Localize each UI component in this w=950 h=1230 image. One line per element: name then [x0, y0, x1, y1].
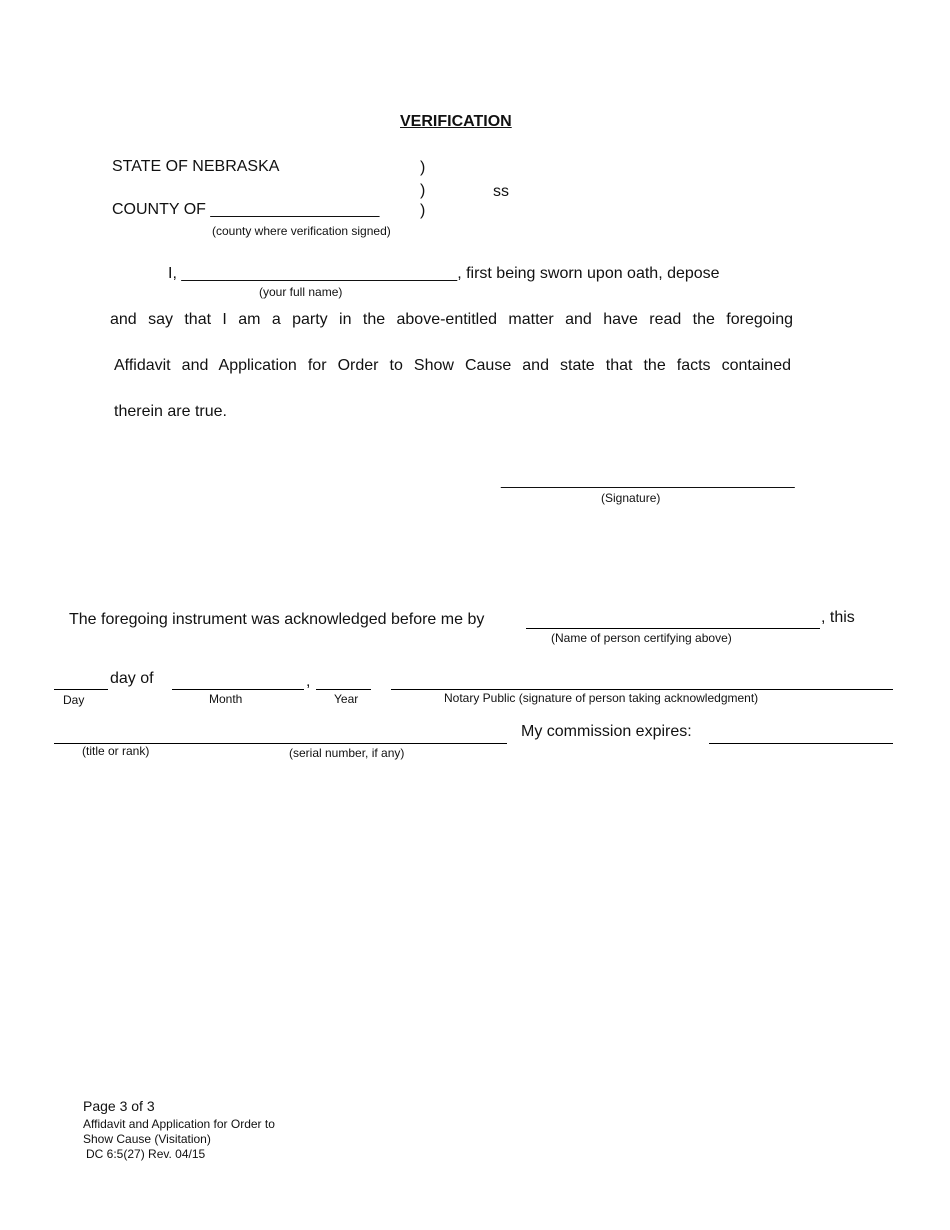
month-line[interactable]: [172, 689, 304, 690]
certifier-name-line[interactable]: [526, 628, 820, 629]
commission-label: My commission expires:: [521, 723, 692, 740]
footer-doc-line-1: Affidavit and Application for Order to: [83, 1117, 275, 1131]
full-name-caption: (your full name): [259, 285, 343, 299]
oath-line-4: therein are true.: [114, 403, 227, 420]
full-name-field[interactable]: I, _______________________________, first being sworn upon oath, depose: [168, 265, 720, 282]
acknowledgment-this: , this: [821, 609, 855, 626]
venue-paren-1: ): [420, 159, 426, 176]
day-line[interactable]: [54, 689, 108, 690]
year-line[interactable]: [316, 689, 371, 690]
ss-label: ss: [493, 183, 509, 200]
commission-expires-line[interactable]: [709, 743, 893, 744]
notary-caption: Notary Public (signature of person taking acknowledgment): [444, 691, 759, 705]
county-field[interactable]: COUNTY OF ___________________: [112, 201, 380, 218]
venue-paren-3: ): [420, 202, 426, 219]
venue-paren-2: ): [420, 182, 426, 199]
title-caption: (title or rank): [82, 744, 150, 758]
day-of-label: day of: [110, 670, 154, 687]
serial-caption: (serial number, if any): [289, 746, 405, 760]
footer-doc-line-2: Show Cause (Visitation): [83, 1132, 211, 1146]
form-code: DC 6:5(27) Rev. 04/15: [86, 1147, 206, 1161]
certifier-name-caption: (Name of person certifying above): [551, 631, 732, 645]
notary-signature-line[interactable]: [391, 689, 893, 690]
oath-line-2: and say that I am a party in the above-entitled matter and have read the foregoing: [110, 311, 793, 328]
page-number: Page 3 of 3: [83, 1098, 155, 1114]
acknowledgment-lead: The foregoing instrument was acknowledged before me by: [69, 611, 485, 628]
oath-line-3: Affidavit and Application for Order to Show Cause and state that the facts contained: [114, 357, 791, 374]
county-caption: (county where verification signed): [212, 224, 391, 238]
signature-caption: (Signature): [601, 491, 661, 505]
year-caption: Year: [334, 692, 359, 706]
state-label: STATE OF NEBRASKA: [112, 158, 280, 175]
date-comma: ,: [306, 673, 311, 690]
signature-line[interactable]: _________________________________: [501, 472, 795, 489]
page-title: VERIFICATION: [400, 113, 512, 130]
month-caption: Month: [209, 692, 243, 706]
day-caption: Day: [63, 693, 85, 707]
